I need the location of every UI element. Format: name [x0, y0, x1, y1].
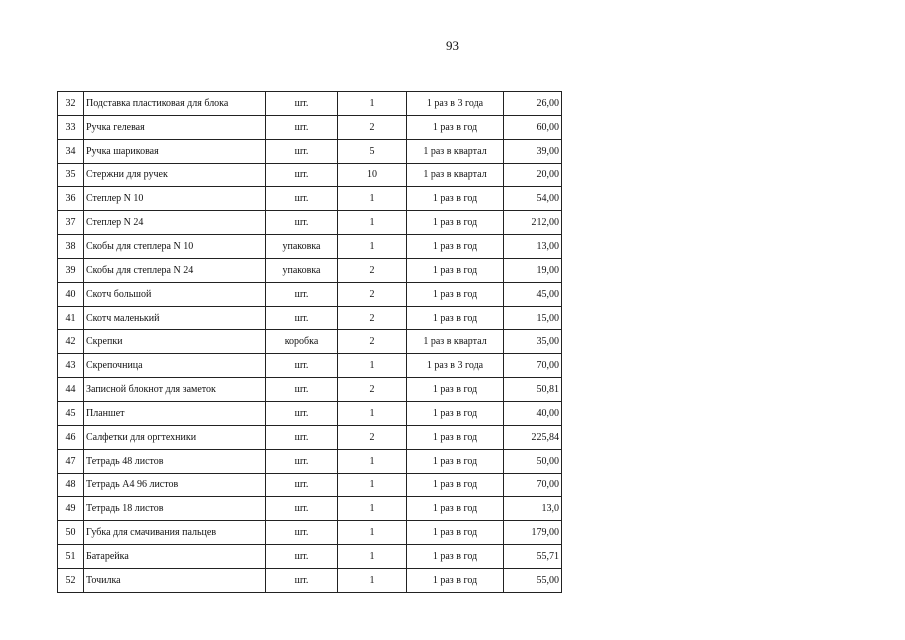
item-name-cell: Скрепочница: [84, 354, 266, 378]
unit-cell: шт.: [266, 425, 338, 449]
item-name-cell: Скрепки: [84, 330, 266, 354]
unit-cell: шт.: [266, 497, 338, 521]
unit-cell: коробка: [266, 330, 338, 354]
table-row: [58, 92, 562, 116]
table-row: [58, 330, 562, 354]
price-cell: 13,00: [504, 235, 562, 259]
quantity-cell: 5: [338, 139, 407, 163]
row-number-cell: 37: [58, 211, 84, 235]
frequency-cell: 1 раз в год: [407, 258, 504, 282]
item-name-cell: Стержни для ручек: [84, 163, 266, 187]
table-row: [58, 306, 562, 330]
quantity-cell: 2: [338, 330, 407, 354]
row-number-cell: 46: [58, 425, 84, 449]
frequency-cell: 1 раз в год: [407, 187, 504, 211]
unit-cell: шт.: [266, 378, 338, 402]
unit-cell: шт.: [266, 211, 338, 235]
unit-cell: шт.: [266, 187, 338, 211]
price-cell: 19,00: [504, 258, 562, 282]
item-name-cell: Степлер N 10: [84, 187, 266, 211]
unit-cell: шт.: [266, 139, 338, 163]
price-cell: 40,00: [504, 401, 562, 425]
price-cell: 212,00: [504, 211, 562, 235]
row-number-cell: 51: [58, 545, 84, 569]
frequency-cell: 1 раз в 3 года: [407, 354, 504, 378]
unit-cell: шт.: [266, 354, 338, 378]
item-name-cell: Тетрадь 18 листов: [84, 497, 266, 521]
quantity-cell: 1: [338, 473, 407, 497]
row-number-cell: 44: [58, 378, 84, 402]
frequency-cell: 1 раз в год: [407, 497, 504, 521]
quantity-cell: 2: [338, 306, 407, 330]
price-cell: 225,84: [504, 425, 562, 449]
price-cell: 60,00: [504, 115, 562, 139]
price-cell: 179,00: [504, 521, 562, 545]
quantity-cell: 1: [338, 545, 407, 569]
table-row: [58, 235, 562, 259]
price-cell: 50,81: [504, 378, 562, 402]
unit-cell: шт.: [266, 473, 338, 497]
quantity-cell: 1: [338, 235, 407, 259]
row-number-cell: 45: [58, 401, 84, 425]
price-cell: 35,00: [504, 330, 562, 354]
frequency-cell: 1 раз в 3 года: [407, 92, 504, 116]
frequency-cell: 1 раз в год: [407, 211, 504, 235]
row-number-cell: 50: [58, 521, 84, 545]
table-row: [58, 163, 562, 187]
frequency-cell: 1 раз в квартал: [407, 163, 504, 187]
frequency-cell: 1 раз в год: [407, 545, 504, 569]
frequency-cell: 1 раз в год: [407, 425, 504, 449]
table-row: [58, 139, 562, 163]
quantity-cell: 2: [338, 425, 407, 449]
row-number-cell: 35: [58, 163, 84, 187]
price-cell: 54,00: [504, 187, 562, 211]
table-row: [58, 282, 562, 306]
item-name-cell: Степлер N 24: [84, 211, 266, 235]
table-row: [58, 568, 562, 592]
quantity-cell: 1: [338, 401, 407, 425]
unit-cell: упаковка: [266, 258, 338, 282]
table-row: [58, 545, 562, 569]
quantity-cell: 2: [338, 282, 407, 306]
quantity-cell: 10: [338, 163, 407, 187]
unit-cell: шт.: [266, 306, 338, 330]
quantity-cell: 1: [338, 354, 407, 378]
table-row: [58, 258, 562, 282]
page-number: 93: [446, 38, 459, 53]
price-cell: 20,00: [504, 163, 562, 187]
price-cell: 55,00: [504, 568, 562, 592]
item-name-cell: Скобы для степлера N 24: [84, 258, 266, 282]
frequency-cell: 1 раз в год: [407, 306, 504, 330]
item-name-cell: Тетрадь А4 96 листов: [84, 473, 266, 497]
frequency-cell: 1 раз в год: [407, 378, 504, 402]
item-name-cell: Скобы для степлера N 10: [84, 235, 266, 259]
item-name-cell: Точилка: [84, 568, 266, 592]
table-row: [58, 187, 562, 211]
frequency-cell: 1 раз в год: [407, 568, 504, 592]
price-cell: 55,71: [504, 545, 562, 569]
table-row: [58, 401, 562, 425]
unit-cell: шт.: [266, 521, 338, 545]
row-number-cell: 38: [58, 235, 84, 259]
quantity-cell: 1: [338, 187, 407, 211]
frequency-cell: 1 раз в квартал: [407, 139, 504, 163]
table-row: [58, 354, 562, 378]
price-cell: 70,00: [504, 354, 562, 378]
unit-cell: шт.: [266, 282, 338, 306]
row-number-cell: 48: [58, 473, 84, 497]
supplies-table: [57, 91, 562, 593]
item-name-cell: Губка для смачивания пальцев: [84, 521, 266, 545]
item-name-cell: Тетрадь 48 листов: [84, 449, 266, 473]
frequency-cell: 1 раз в год: [407, 401, 504, 425]
quantity-cell: 1: [338, 568, 407, 592]
row-number-cell: 36: [58, 187, 84, 211]
unit-cell: шт.: [266, 401, 338, 425]
row-number-cell: 47: [58, 449, 84, 473]
unit-cell: шт.: [266, 568, 338, 592]
table-row: [58, 211, 562, 235]
unit-cell: шт.: [266, 92, 338, 116]
row-number-cell: 40: [58, 282, 84, 306]
row-number-cell: 52: [58, 568, 84, 592]
price-cell: 45,00: [504, 282, 562, 306]
table-row: [58, 497, 562, 521]
quantity-cell: 1: [338, 521, 407, 545]
frequency-cell: 1 раз в год: [407, 473, 504, 497]
table-row: [58, 425, 562, 449]
item-name-cell: Батарейка: [84, 545, 266, 569]
price-cell: 26,00: [504, 92, 562, 116]
row-number-cell: 33: [58, 115, 84, 139]
table-row: [58, 115, 562, 139]
row-number-cell: 39: [58, 258, 84, 282]
row-number-cell: 32: [58, 92, 84, 116]
price-cell: 15,00: [504, 306, 562, 330]
quantity-cell: 1: [338, 92, 407, 116]
frequency-cell: 1 раз в год: [407, 521, 504, 545]
row-number-cell: 42: [58, 330, 84, 354]
item-name-cell: Записной блокнот для заметок: [84, 378, 266, 402]
item-name-cell: Ручка гелевая: [84, 115, 266, 139]
quantity-cell: 1: [338, 211, 407, 235]
quantity-cell: 2: [338, 378, 407, 402]
item-name-cell: Ручка шариковая: [84, 139, 266, 163]
unit-cell: шт.: [266, 545, 338, 569]
frequency-cell: 1 раз в квартал: [407, 330, 504, 354]
item-name-cell: Скотч большой: [84, 282, 266, 306]
row-number-cell: 34: [58, 139, 84, 163]
frequency-cell: 1 раз в год: [407, 449, 504, 473]
item-name-cell: Подставка пластиковая для блока: [84, 92, 266, 116]
row-number-cell: 49: [58, 497, 84, 521]
quantity-cell: 1: [338, 449, 407, 473]
table-row: [58, 449, 562, 473]
row-number-cell: 41: [58, 306, 84, 330]
table-row: [58, 473, 562, 497]
unit-cell: шт.: [266, 163, 338, 187]
quantity-cell: 2: [338, 115, 407, 139]
unit-cell: шт.: [266, 449, 338, 473]
supplies-table-body: [58, 92, 562, 593]
item-name-cell: Планшет: [84, 401, 266, 425]
row-number-cell: 43: [58, 354, 84, 378]
price-cell: 70,00: [504, 473, 562, 497]
quantity-cell: 1: [338, 497, 407, 521]
price-cell: 13,0: [504, 497, 562, 521]
item-name-cell: Скотч маленький: [84, 306, 266, 330]
quantity-cell: 2: [338, 258, 407, 282]
table-row: [58, 378, 562, 402]
price-cell: 50,00: [504, 449, 562, 473]
frequency-cell: 1 раз в год: [407, 115, 504, 139]
price-cell: 39,00: [504, 139, 562, 163]
table-row: [58, 521, 562, 545]
frequency-cell: 1 раз в год: [407, 282, 504, 306]
frequency-cell: 1 раз в год: [407, 235, 504, 259]
unit-cell: шт.: [266, 115, 338, 139]
unit-cell: упаковка: [266, 235, 338, 259]
item-name-cell: Салфетки для оргтехники: [84, 425, 266, 449]
